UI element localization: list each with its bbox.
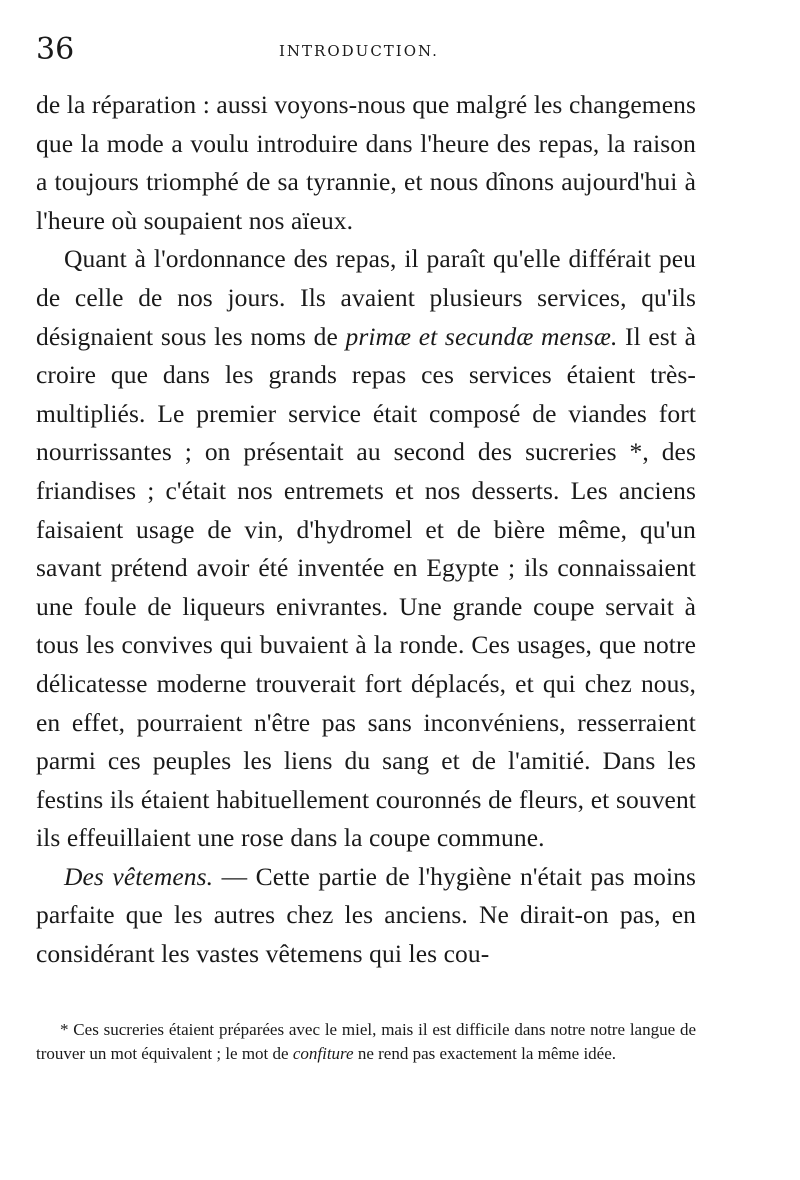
paragraph-2-text-end: Il est à croire que dans les grands repas ces services étaient très-multipliés. Le premier service était composé de viandes fort nourrissantes ; on présentait au second des sucreries *, des friandises ; c'était nos entremets et nos desserts. Les anciens faisaient usage de vin, d'hydromel et de bière même, qu'un savant prétend avoir été inventée en Egypte ; ils connaissaient une foule de liqueurs enivrantes. Une grande coupe servait à tous les convives qui buvaient à la ronde. Ces usages, que notre délicatesse moderne trouverait fort déplacés, et qui chez nous, en effet, pourraient n'être pas sans inconvéniens, resserraient parmi ces peuples les liens du sang et de l'amitié. Dans les festins ils étaient habituellement couronnés de fleurs, et souvent ils effeuillaient une rose dans la coupe commune.	[36, 321, 696, 853]
footnote-term: confiture	[292, 1043, 354, 1063]
paragraph-1	[36, 86, 696, 240]
paragraph-2-text-start: Quant à l'ordonnance des repas, il paraît qu'elle différait peu de celle de nos jours. Ils avaient plusieurs services, qu'ils désignaient sous les noms de	[36, 244, 696, 351]
paragraph-3-text: — Cette partie de l'hygiène n'était pas moins parfaite que les autres chez les anciens. Ne dirait-on pas, en considérant les vastes vêtemens qui les cou-	[36, 861, 697, 969]
paragraph-2-latin-term: primæ et secundæ mensæ.	[345, 321, 618, 351]
footnote-text-start: * Ces sucreries étaient préparées avec le miel, mais il est difficile dans notre notre langue de trouver un mot équivalent ; le mot de	[36, 1019, 696, 1063]
paragraph-1-text: de la réparation : aussi voyons-nous que malgré les changemens que la mode a voulu introduire dans l'heure des repas, la raison a toujours triomphé de sa tyrannie, et nous dînons aujourd'hui à l'heure où soupaient nos aïeux.	[36, 90, 696, 235]
footnote-text-end: ne rend pas exactement la même idée.	[353, 1043, 617, 1063]
footnote	[36, 1018, 696, 1066]
running-title: INTRODUCTION.	[279, 42, 439, 60]
body-text	[36, 86, 696, 974]
paragraph-3	[36, 858, 696, 974]
footnote-spacer	[36, 974, 696, 1018]
page-number: 36	[36, 32, 75, 67]
footnote-paragraph	[36, 1018, 696, 1066]
paragraph-2	[36, 240, 696, 858]
section-heading-vetemens: Des vêtemens.	[64, 861, 214, 891]
page-header	[36, 30, 696, 86]
